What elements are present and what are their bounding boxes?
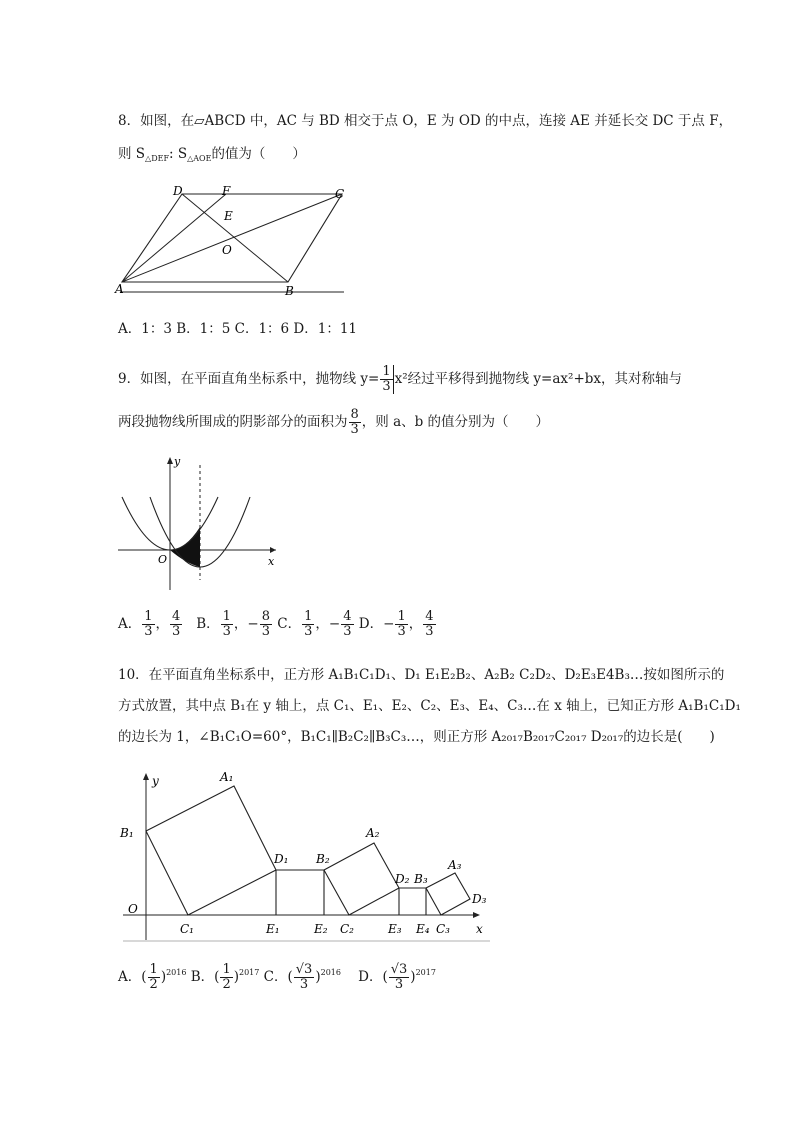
- q9-choice-a2: $\frac{4}{3}$: [172, 609, 181, 639]
- q9-text-line2: 两段抛物线所围成的阴影部分的面积为 $\frac{8}{3}$ ，则 a、b 的值分别为（ ）: [118, 407, 550, 437]
- q9-choice-d2: $\frac{4}{3}$: [425, 609, 434, 639]
- q9-choice-a1: $\frac{1}{3}$: [144, 609, 153, 639]
- q9-text-line1: 9．如图，在平面直角坐标系中，抛物线 y= $\frac{1}{3}$ x²经过平移得到抛物线 y=ax²+bx，其对称轴与: [118, 364, 683, 394]
- q10-label-d3: D₃: [472, 892, 487, 906]
- q9-label-x: x: [268, 555, 275, 568]
- q8-line-af: [122, 194, 226, 282]
- q10-text-line1: 10．在平面直角坐标系中，正方形 A₁B₁C₁D₁、D₁ E₁E₂B₂、A₂B₂ C₂D₂、D₂E₃E4B₃…按如图所示的: [118, 667, 725, 683]
- q9-choice-c1: $\frac{1}{3}$: [304, 609, 313, 639]
- q10-label-c2: C₂: [340, 922, 354, 936]
- q9-choices: A． $\frac{1}{3}$ ， $\frac{4}{3}$ B． $\frac{1}{3}$ ，− $\frac{8}{3}$ C． $\frac{1}{3}$ ，− $\frac{4}{3}$ D．− $\frac{1}{3}$ ， $\frac{4}{3}$: [118, 609, 434, 639]
- q10-text-line3: 的边长为 1，∠B₁C₁O=60°，B₁C₁∥B₂C₂∥B₃C₃…，则正方形 A₂₀₁₇B₂₀₁₇C₂₀₁₇ D₂₀₁₇的边长是( ): [118, 729, 715, 745]
- q9-choice-d1: $\frac{1}{3}$: [397, 609, 406, 639]
- q10-text-line2: 方式放置，其中点 B₁在 y 轴上，点 C₁、E₁、E₂、C₂、E₃、E₄、C₃…在 x 轴上，已知正方形 A₁B₁C₁D₁: [118, 698, 741, 714]
- q10-label-e1: E₁: [266, 922, 280, 936]
- q9-choice-b2: $\frac{8}{3}$: [261, 609, 270, 639]
- q8-text-line1: 8．如图，在▱ABCD 中，AC 与 BD 相交于点 O，E 为 OD 的中点，连接 AE 并延长交 DC 于点 F，: [118, 113, 733, 129]
- q8-label-f: F: [222, 184, 231, 198]
- q8-label-e: E: [224, 209, 233, 223]
- q10-label-x: x: [476, 922, 483, 936]
- q10-label-e4: E₄: [416, 922, 430, 936]
- q10-label-e3: E₃: [388, 922, 402, 936]
- q8-label-a: A: [115, 282, 124, 296]
- q9-area-fraction: $\frac{8}{3}$: [350, 407, 359, 437]
- q10-label-a3: A₃: [448, 858, 462, 872]
- q10-label-a2: A₂: [366, 826, 380, 840]
- q10-squares-figure: [118, 765, 493, 945]
- q10-label-b3: B₃: [414, 872, 428, 886]
- q9-choice-b1: $\frac{1}{3}$: [222, 609, 231, 639]
- q10-square-3: [426, 873, 470, 915]
- q10-square-1: [146, 786, 276, 915]
- q8-label-o: O: [222, 243, 232, 257]
- q9-x-arrow: [270, 547, 276, 553]
- q10-label-c1: C₁: [180, 922, 194, 936]
- q10-x-arrow: [473, 912, 480, 918]
- q10-label-y: y: [152, 774, 159, 788]
- q8-label-d: D: [173, 184, 183, 198]
- q10-square-2: [324, 843, 399, 915]
- q8-parallelogram-figure: [110, 182, 350, 297]
- q9-parabola-figure: [118, 455, 283, 595]
- q8-label-c: C: [335, 187, 345, 201]
- q9-label-y: y: [174, 455, 181, 468]
- q10-choices: A．( $\frac{1}{2}$ )$^{2016}$ B．( $\frac{1}{2}$ )$^{2017}$ C．( $\frac{√3}{3}$ )$^{2016}$ D．( $\frac{√3}{3}$ )$^{2017}$: [118, 962, 436, 992]
- q10-choice-c-fraction: $\frac{√3}{3}$: [295, 962, 313, 992]
- q10-label-b2: B₂: [316, 852, 330, 866]
- q10-label-d1: D₁: [274, 852, 289, 866]
- q9-choice-c2: $\frac{4}{3}$: [343, 609, 352, 639]
- q8-choices: A．1：3 B．1：5 C．1：6 D．1：11: [118, 321, 357, 337]
- q10-label-e2: E₂: [314, 922, 328, 936]
- q10-label-d2: D₂: [395, 872, 410, 886]
- q10-y-arrow: [143, 773, 149, 780]
- q10-choice-d-fraction: $\frac{√3}{3}$: [390, 962, 408, 992]
- q10-rect-1: [276, 870, 324, 915]
- q8-diagonal-bd: [182, 194, 288, 282]
- q10-choice-b-fraction: $\frac{1}{2}$: [222, 962, 231, 992]
- q10-rect-2: [399, 888, 426, 915]
- q9-label-o: O: [158, 553, 168, 566]
- q8-label-b: B: [285, 284, 294, 297]
- q8-text-line2: 则 $S_{\triangle DEF}$: $S_{\triangle AOE}$的值为（ ）: [118, 146, 306, 163]
- q10-choice-a-fraction: $\frac{1}{2}$: [149, 962, 158, 992]
- q10-label-b1: B₁: [120, 826, 134, 840]
- q10-label-o: O: [128, 902, 138, 916]
- q8-diagonal-ac: [122, 194, 342, 282]
- q9-y-arrow: [167, 457, 173, 464]
- q9-coef-fraction: $\frac{1}{3}$: [380, 365, 393, 394]
- q10-label-c3: C₃: [436, 922, 450, 936]
- q10-label-a1: A₁: [220, 770, 234, 784]
